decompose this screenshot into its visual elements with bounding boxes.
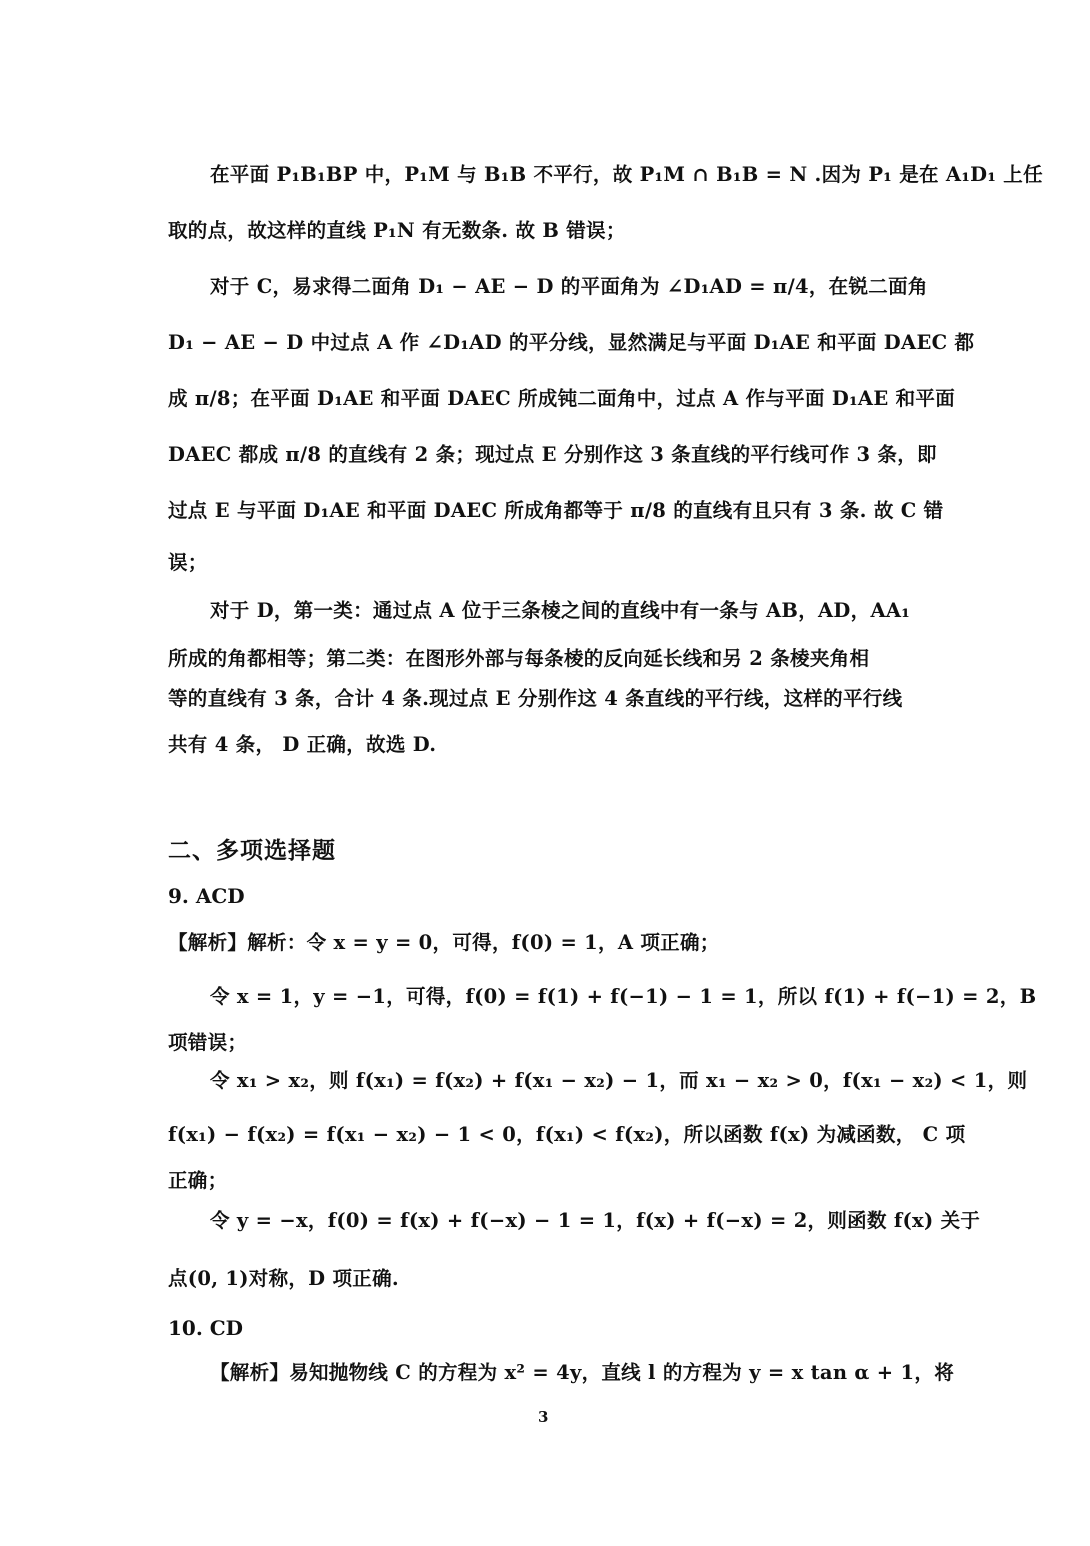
text-line: 对于 D，第一类：通过点 A 位于三条棱之间的直线中有一条与 AB，AD，AA₁: [210, 599, 911, 622]
question-answer: 10. CD: [168, 1316, 244, 1340]
text-line: D₁ − AE − D 中过点 A 作 ∠D₁AD 的平分线，显然满足与平面 D₁AE 和平面 DAEC 都: [168, 331, 975, 354]
text-line: 过点 E 与平面 D₁AE 和平面 DAEC 所成角都等于 π/8 的直线有且只有 3 条. 故 C 错: [168, 499, 944, 522]
question-answer: 9. ACD: [168, 884, 245, 908]
text-line: 在平面 P₁B₁BP 中，P₁M 与 B₁B 不平行，故 P₁M ∩ B₁B = N .因为 P₁ 是在 A₁D₁ 上任: [210, 163, 1043, 186]
text-line: 共有 4 条， D 正确，故选 D.: [168, 733, 437, 756]
text-line: f(x₁) − f(x₂) = f(x₁ − x₂) − 1 < 0，f(x₁) < f(x₂)，所以函数 f(x) 为减函数， C 项: [168, 1123, 966, 1146]
text-line: 成 π/8；在平面 D₁AE 和平面 DAEC 所成钝二面角中，过点 A 作与平面 D₁AE 和平面: [168, 387, 956, 410]
text-line: 对于 C，易求得二面角 D₁ − AE − D 的平面角为 ∠D₁AD = π/4，在锐二面角: [210, 275, 928, 298]
text-line: 取的点，故这样的直线 P₁N 有无数条. 故 B 错误；: [168, 219, 626, 242]
text-line: 所成的角都相等；第二类：在图形外部与每条棱的反向延长线和另 2 条棱夹角相: [168, 647, 870, 670]
text-line: 令 x₁ > x₂，则 f(x₁) = f(x₂) + f(x₁ − x₂) − 1，而 x₁ − x₂ > 0，f(x₁ − x₂) < 1，则: [210, 1069, 1028, 1092]
text-line: 【解析】解析：令 x = y = 0，可得，f(0) = 1，A 项正确；: [168, 931, 720, 954]
text-line: 点(0, 1)对称，D 项正确.: [168, 1267, 399, 1290]
text-line: DAEC 都成 π/8 的直线有 2 条；现过点 E 分别作这 3 条直线的平行线可作 3 条，即: [168, 443, 937, 466]
text-line: 令 x = 1，y = −1，可得，f(0) = f(1) + f(−1) − 1 = 1，所以 f(1) + f(−1) = 2，B: [210, 985, 1037, 1008]
text-line: 项错误；: [168, 1031, 248, 1054]
text-line: 正确；: [168, 1169, 228, 1192]
section-title: 二、多项选择题: [168, 837, 336, 864]
text-line: 【解析】易知抛物线 C 的方程为 x² = 4y，直线 l 的方程为 y = x tan α + 1，将: [210, 1361, 955, 1384]
text-line: 误；: [168, 551, 208, 574]
text-line: 令 y = −x，f(0) = f(x) + f(−x) − 1 = 1，f(x) + f(−x) = 2，则函数 f(x) 关于: [210, 1209, 981, 1232]
text-line: 等的直线有 3 条，合计 4 条.现过点 E 分别作这 4 条直线的平行线，这样的平行线: [168, 687, 903, 710]
page-number: 3: [538, 1408, 549, 1426]
